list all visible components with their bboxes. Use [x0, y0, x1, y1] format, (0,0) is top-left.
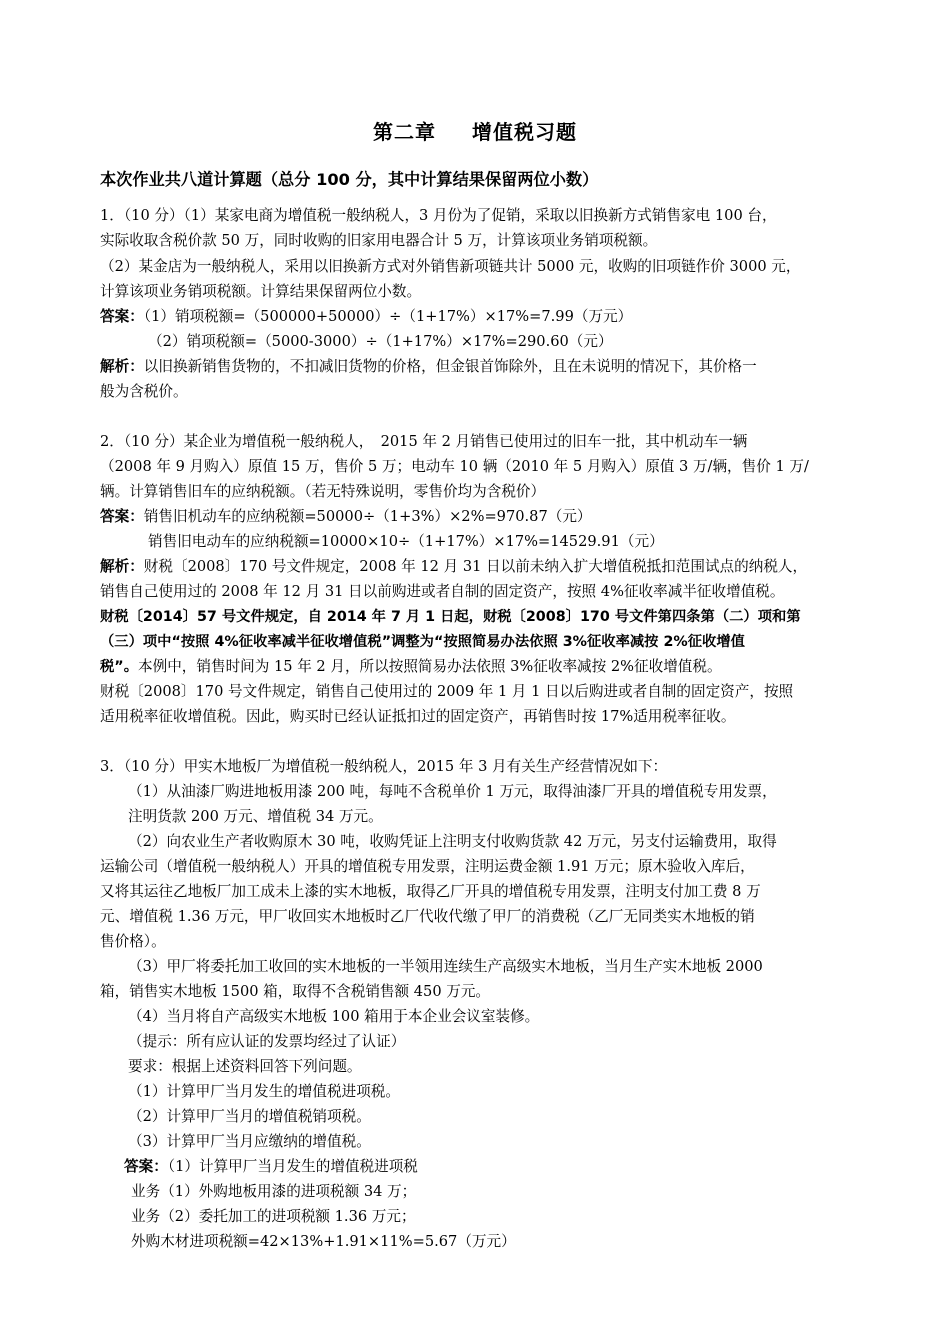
q3-line-5: 运输公司（增值税一般纳税人）开具的增值税专用发票，注明运费金额 1.91 万元；原木验收入库后， — [100, 858, 755, 875]
q1-answer-1: （1）销项税额=（500000+50000）÷（1+17%）×17%=7.99（万元） — [143, 308, 633, 325]
answer-label: 答案： — [100, 508, 144, 525]
q2-analysis-2: 销售自己使用过的 2008 年 12 月 31 日以前购进或者自制的固定资产，按照 4%征收率减半征收增值税。 — [100, 583, 785, 600]
q1-analysis-2: 般为含税价。 — [100, 383, 188, 400]
q3-answer-2: 业务（1）外购地板用漆的进项税额 34 万； — [131, 1183, 417, 1200]
q3-line-4: （2）向农业生产者收购原木 30 吨，收购凭证上注明支付收购货款 42 万元，另支付运输费用，取得 — [128, 833, 777, 850]
q1-line-3: （2）某金店为一般纳税人，采用以旧换新方式对外销售新项链共计 5000 元，收购的旧项链作价 3000 元， — [100, 258, 801, 275]
chapter-name: 增值税习题 — [472, 120, 577, 144]
q2-answer-line-1 — [100, 507, 592, 527]
q3-answer-line-1 — [124, 1157, 418, 1177]
q3-task-1: （1）计算甲厂当月发生的增值税进项税。 — [128, 1083, 400, 1100]
q2-analysis-3: 财税〔2008〕170 号文件规定，销售自己使用过的 2009 年 1 月 1 日以后购进或者自制的固定资产，按照 — [100, 683, 794, 700]
q1-answer-2: （2）销项税额=（5000-3000）÷（1+17%）×17%=290.60（元） — [148, 333, 613, 350]
q1-answer-line-1 — [100, 307, 632, 327]
q3-line-9: （3）甲厂将委托加工收回的实木地板的一半领用连续生产高级实木地板，当月生产实木地板 2000 — [128, 958, 763, 975]
q1-analysis-line-1 — [100, 357, 757, 377]
q3-line-3: 注明货款 200 万元、增值税 34 万元。 — [128, 808, 383, 825]
answer-label: 答案： — [124, 1158, 168, 1175]
chapter-number: 第二章 — [373, 120, 436, 144]
q3-line-10: 箱，销售实木地板 1500 箱，取得不含税销售额 450 万元。 — [100, 983, 491, 1000]
q2-analysis-line-1 — [100, 557, 807, 577]
q2-bold-1: 财税〔2014〕57 号文件规定，自 2014 年 7 月 1 日起，财税〔2008〕170 号文件第四条第（二）项和第 — [100, 609, 801, 625]
q3-line-7: 元、增值税 1.36 万元，甲厂收回实木地板时乙厂代收代缴了甲厂的消费税（乙厂无同类实木地板的销 — [100, 908, 755, 925]
q3-task-3: （3）计算甲厂当月应缴纳的增值税。 — [128, 1133, 371, 1150]
q1-line-2: 实际收取含税价款 50 万，同时收购的旧家用电器合计 5 万，计算该项业务销项税额。 — [100, 232, 658, 249]
q3-answer-1: （1）计算甲厂当月发生的增值税进项税 — [167, 1158, 418, 1175]
q3-hint: （提示：所有应认证的发票均经过了认证） — [128, 1033, 406, 1050]
analysis-label: 解析： — [100, 558, 144, 575]
answer-label: 答案： — [100, 308, 144, 325]
q2-analysis-1: 财税〔2008〕170 号文件规定，2008 年 12 月 31 日以前未纳入扩大增值税抵扣范围试点的纳税人， — [143, 558, 808, 575]
q2-line-2: （2008 年 9 月购入）原值 15 万，售价 5 万；电动车 10 辆（2010 年 5 月购入）原值 3 万/辆，售价 1 万/ — [100, 458, 809, 475]
q3-task-2: （2）计算甲厂当月的增值税销项税。 — [128, 1108, 371, 1125]
q2-line-3: 辆。计算销售旧车的应纳税额。（若无特殊说明，零售价均为含税价） — [100, 483, 546, 500]
assignment-note: 本次作业共八道计算题（总分 100 分，其中计算结果保留两位小数） — [100, 170, 599, 189]
q2-analysis-4: 适用税率征收增值税。因此，购买时已经认证抵扣过的固定资产，再销售时按 17%适用税率征收。 — [100, 708, 736, 725]
q2-bold-2: （三）项中“按照 4%征收率减半征收增值税”调整为“按照简易办法依照 3%征收率减按 2%征收增值 — [100, 634, 745, 650]
q3-answer-3: 业务（2）委托加工的进项税额 1.36 万元； — [131, 1208, 416, 1225]
q2-bold-3-tail: 本例中，销售时间为 15 年 2 月，所以按照简易办法依照 3%征收率减按 2%征收增值税。 — [138, 658, 722, 675]
chapter-title — [0, 116, 950, 145]
q2-bold-3: 税”。 — [100, 659, 138, 675]
q2-line-1: 2．（10 分）某企业为增值税一般纳税人， 2015 年 2 月销售已使用过的旧车一批，其中机动车一辆 — [100, 433, 748, 450]
q1-line-1: 1．（10 分）（1）某家电商为增值税一般纳税人，3 月份为了促销，采取以旧换新方式销售家电 100 台， — [100, 207, 777, 224]
q3-requirement: 要求：根据上述资料回答下列问题。 — [128, 1058, 362, 1075]
q3-line-1: 3．（10 分）甲实木地板厂为增值税一般纳税人，2015 年 3 月有关生产经营情况如下： — [100, 758, 668, 775]
q3-line-6: 又将其运往乙地板厂加工成未上漆的实木地板，取得乙厂开具的增值税专用发票，注明支付加工费 8 万 — [100, 883, 761, 900]
q3-answer-4: 外购木材进项税额=42×13%+1.91×11%=5.67（万元） — [131, 1233, 516, 1250]
q1-analysis-1: 以旧换新销售货物的，不扣减旧货物的价格，但金银首饰除外，且在未说明的情况下，其价格一 — [143, 358, 757, 375]
q3-line-11: （4）当月将自产高级实木地板 100 箱用于本企业会议室装修。 — [128, 1008, 540, 1025]
q3-line-8: 售价格）。 — [100, 933, 166, 950]
analysis-label: 解析： — [100, 358, 144, 375]
q1-line-4: 计算该项业务销项税额。计算结果保留两位小数。 — [100, 283, 422, 300]
q3-line-2: （1）从油漆厂购进地板用漆 200 吨，每吨不含税单价 1 万元，取得油漆厂开具的增值税专用发票， — [128, 783, 777, 800]
q2-bold-line-3 — [100, 657, 722, 677]
q2-answer-2: 销售旧电动车的应纳税额=10000×10÷（1+17%）×17%=14529.91（元） — [148, 533, 664, 550]
q2-answer-1: 销售旧机动车的应纳税额=50000÷（1+3%）×2%=970.87（元） — [143, 508, 592, 525]
